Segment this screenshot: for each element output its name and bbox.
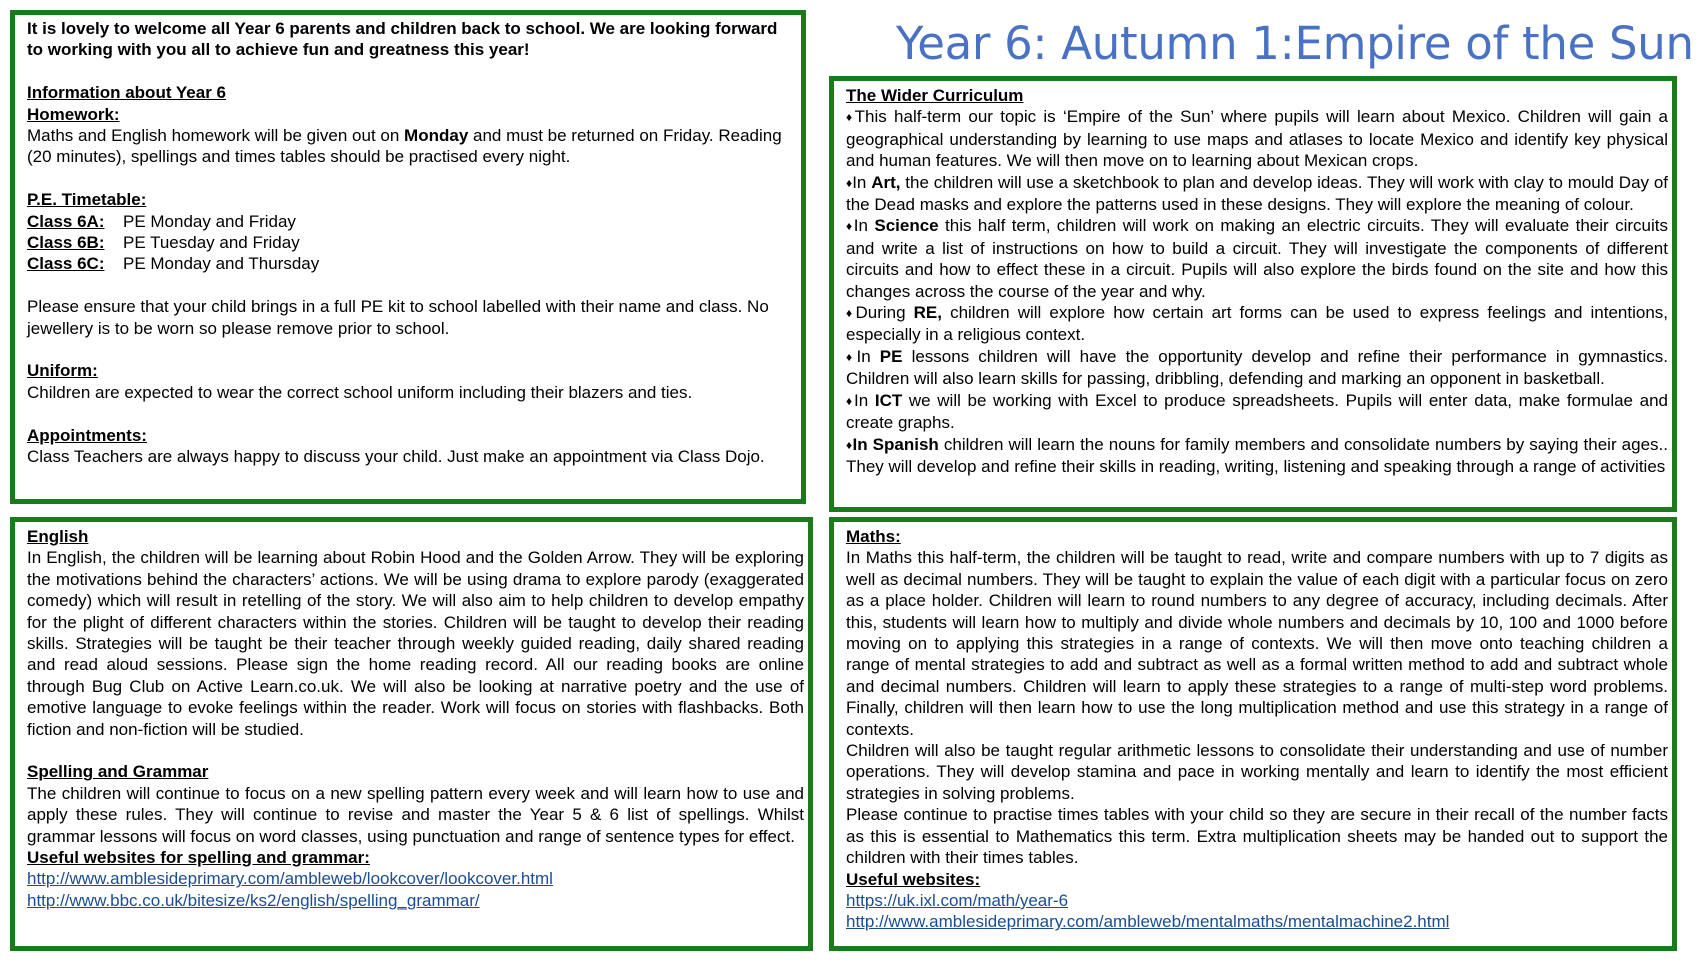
item-subject: In Spanish	[852, 434, 939, 454]
pe-row	[27, 253, 797, 274]
spelling-heading: Spelling and Grammar	[27, 762, 209, 782]
appointments-text: Class Teachers are always happy to discuss your child. Just make an appointment via Class Dojo.	[27, 447, 765, 467]
wider-curriculum-panel	[829, 76, 1677, 512]
curriculum-item	[846, 172, 1668, 216]
ixl-link[interactable]: https://uk.ixl.com/math/year-6	[846, 890, 1069, 910]
maths-text-1: In Maths this half-term, the children will be taught to read, write and compare numbers with up to 7 digits as well as decimal numbers. They will be taught to explain the value of each digit with a particular focus on zero as a place holder. Children will learn to round numbers to any degree of accuracy, including decimals. After this, students will learn how to multiply and divide whole numbers and decimals by 10, 100 and 1000 before moving on to applying this strategies in a range of contexts. We will then move onto teaching children a range of mental strategies to add and subtract as well as a formal written method to add and subtract whole and decimal numbers. Children will learn to apply these strategies to a range of multi-step word problems. Finally, children will then learn how to use the long multiplication method and use this strategy in a range of contexts.	[846, 548, 1668, 739]
curriculum-item	[846, 434, 1668, 478]
item-text: This half-term our topic is ‘Empire of the Sun’ where pupils will learn about Mexico. Children will gain a geographical understanding by learning to use maps and atlases to locate Mexico and identify key physical and human features. We will then move on to learning about Mexican crops.	[846, 107, 1668, 171]
uniform-text: Children are expected to wear the correct school uniform including their blazers and ties.	[27, 382, 693, 402]
item-subject: Art,	[871, 172, 901, 192]
bbc-bitesize-link[interactable]: http://www.bbc.co.uk/bitesize/ks2/english/spelling_grammar/	[27, 890, 480, 910]
english-text: In English, the children will be learning about Robin Hood and the Golden Arrow. They will be exploring the motivations behind the characters’ actions. We will be using drama to explore parody (exaggerated comedy) which will result in retelling of the story. We will also aim to help children to develop empathy for the plight of different characters within the stories. Children will be taught to develop their reading skills. Strategies will be taught be their teacher through weekly guided reading, daily shared reading and read aloud sessions. Please sign the home reading record. All our reading books are online through Bug Club on Active Learn.co.uk. We will also be looking at narrative poetry and the use of emotive language to evoke feelings within the reader. Work will focus on stories with flashbacks. Both fiction and non-fiction will be studied.	[27, 548, 804, 739]
maths-text-2: Children will also be taught regular arithmetic lessons to consolidate their understanding and use of number operations. They will develop stamina and pace in working mentally and learn to identify the most efficient strategies in solving problems.	[846, 741, 1668, 803]
maths-panel	[829, 517, 1677, 951]
curriculum-item	[846, 215, 1668, 302]
mentalmachine-link[interactable]: http://www.amblesideprimary.com/ambleweb/mentalmaths/mentalmachine2.html	[846, 912, 1450, 932]
item-text: this half term, children will work on making an electric circuits. They will evaluate their circuits and write a list of instructions on how to build a circuit. They will investigate the components of different circuits and how to effect these in a circuit. Pupils will also explore the birds found on the site and how this changes across the course of the year and why.	[846, 216, 1668, 301]
homework-text-part-1: Maths and English homework will be given out on	[27, 126, 405, 146]
item-pre: In	[852, 172, 872, 192]
diamond-bullet-icon: ♦	[846, 349, 857, 364]
homework-day: Monday	[404, 126, 469, 146]
diamond-bullet-icon: ♦	[846, 219, 854, 234]
pe-note: Please ensure that your child brings in a full PE kit to school labelled with their name and class. No jewellery is to be worn so please remove prior to school.	[27, 297, 769, 338]
diamond-bullet-icon: ♦	[846, 306, 856, 321]
pe-heading: P.E. Timetable:	[27, 190, 147, 210]
info-heading: Information about Year 6	[27, 83, 227, 103]
pe-row	[27, 232, 797, 253]
pe-class-text: PE Monday and Thursday	[123, 254, 320, 274]
homework-text	[27, 125, 797, 168]
pe-class-label: Class 6A:	[27, 211, 105, 231]
item-subject: RE,	[913, 303, 942, 323]
pe-class-text: PE Tuesday and Friday	[123, 233, 300, 253]
item-subject: Science	[874, 216, 939, 236]
maths-websites-heading: Useful websites:	[846, 869, 981, 889]
page-title: Year 6: Autumn 1:Empire of the Sun	[896, 17, 1694, 70]
item-pre: In	[853, 216, 875, 236]
wider-heading: The Wider Curriculum	[846, 86, 1024, 105]
homework-heading: Homework:	[27, 104, 120, 124]
item-subject: ICT	[874, 390, 903, 410]
lookcover-link[interactable]: http://www.amblesideprimary.com/ambleweb/lookcover/lookcover.html	[27, 869, 553, 889]
pe-class-text: PE Monday and Friday	[123, 211, 296, 231]
curriculum-item	[846, 390, 1668, 434]
curriculum-item	[846, 106, 1668, 171]
english-panel	[10, 517, 813, 951]
item-text: we will be working with Excel to produce spreadsheets. Pupils will enter data, make formulae and create graphs.	[846, 390, 1669, 433]
diamond-bullet-icon: ♦	[846, 175, 853, 190]
spelling-text: The children will continue to focus on a new spelling pattern every week and will learn how to use and apply these rules. They will continue to revise and master the Year 5 & 6 list of spellings. Whilst grammar lessons will focus on word classes, using punctuation and range of sentence types for effect.	[27, 783, 804, 846]
maths-heading: Maths:	[846, 527, 901, 546]
homework-text-part-2: and must be returned on Friday. Reading (20 minutes), spellings and times tables should be practised every night.	[27, 126, 782, 167]
pe-row	[27, 211, 797, 232]
item-pre: During	[855, 303, 914, 323]
appointments-heading: Appointments:	[27, 425, 147, 445]
welcome-intro: It is lovely to welcome all Year 6 parents and children back to school. We are looking forward to working with you all to achieve fun and greatness this year!	[27, 19, 778, 60]
maths-text-3: Please continue to practise times tables with your child so they are secure in their recall of the number facts as this is essential to Mathematics this term. Extra multiplication sheets may be handed out to support the children with their times tables.	[846, 805, 1668, 868]
curriculum-item	[846, 346, 1668, 390]
pe-class-label: Class 6C:	[27, 254, 105, 274]
diamond-bullet-icon: ♦	[846, 393, 855, 408]
item-text: lessons children will have the opportunity develop and refine their performance in gymnastics. Children will also learn skills for passing, dribbling, defending and marking an opponent in basketball.	[846, 346, 1669, 389]
item-text: the children will use a sketchbook to plan and develop ideas. They will work with clay to mould Day of the Dead masks and explore the patterns used in these designs. They will explore the meaning of colour.	[846, 172, 1669, 215]
english-websites-heading: Useful websites for spelling and grammar:	[27, 848, 370, 868]
item-text: children will explore how certain art forms can be used to express feelings and intentions, especially in a religious context.	[846, 303, 1668, 345]
item-pre: In	[856, 346, 880, 366]
uniform-heading: Uniform:	[27, 361, 98, 381]
english-heading: English	[27, 527, 89, 546]
welcome-panel	[10, 10, 806, 504]
diamond-bullet-icon: ♦	[846, 110, 855, 125]
item-text: children will learn the nouns for family members and consolidate numbers by saying their ages.. They will develop and refine their skills in reading, writing, listening and speaking through a range of activities	[846, 434, 1668, 476]
item-pre: In	[854, 390, 875, 410]
pe-class-label: Class 6B:	[27, 233, 105, 253]
curriculum-item	[846, 302, 1668, 346]
diamond-bullet-icon: ♦	[846, 437, 853, 452]
item-subject: PE	[879, 346, 903, 366]
